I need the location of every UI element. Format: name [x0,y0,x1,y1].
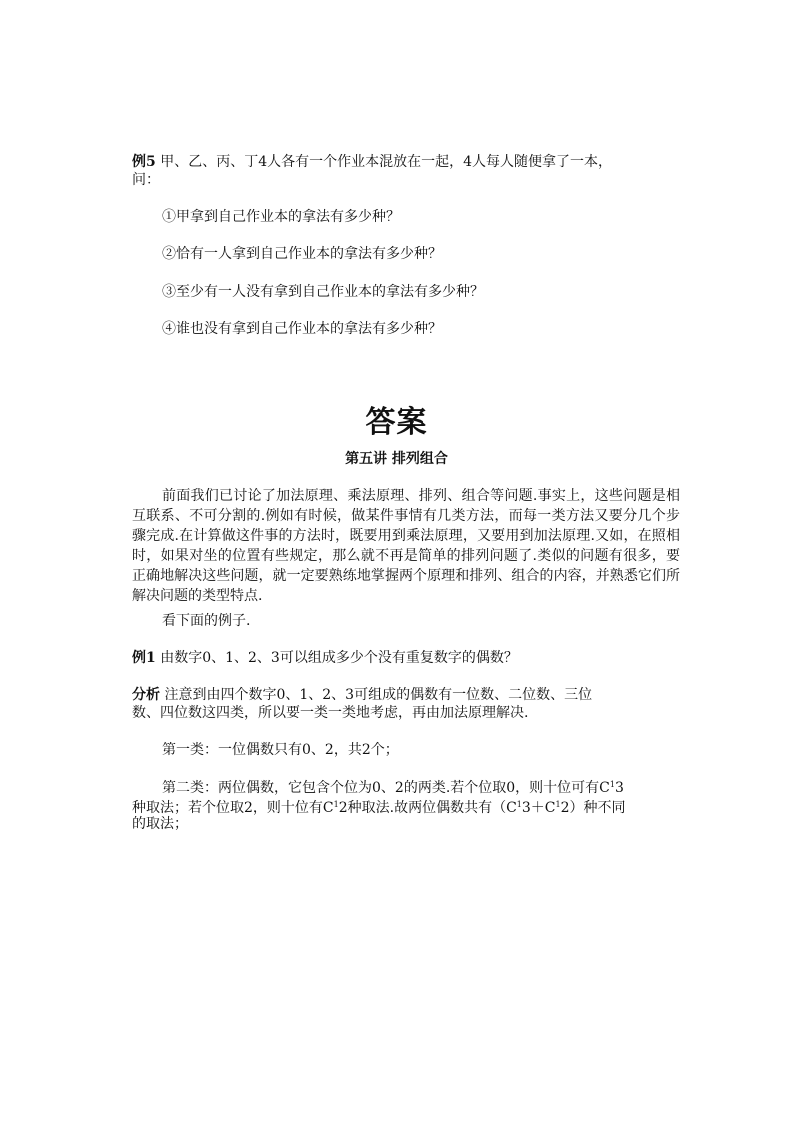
class2-text-e: 3＋C [521,800,556,816]
class2-text-b: 3 [614,780,624,796]
lecture-subtitle: 第五讲 排列组合 [345,451,448,467]
class2-text-d: 2种取法.故两位偶数共有（C [338,800,517,816]
answer-title: 答案 [365,405,428,440]
class2-text-c: 种取法；若个位取2，则十位有C [132,800,334,816]
analysis-text: 注意到由四个数字0、1、2、3可组成的偶数有一位数、二位数、三位 [160,687,593,703]
see-below-text: 看下面的例子. [162,613,251,629]
class2-line2 [132,796,626,817]
class2-text-a: 第二类：两位偶数，它包含个位为0、2的两类.若个位取0，则十位可有C [162,780,610,796]
example5-text: 甲、乙、丙、丁4人各有一个作业本混放在一起，4人每人随便拿了一本， [155,154,613,170]
class2-line3: 的取法； [132,816,188,832]
analysis-line1 [132,686,592,704]
question-4: ④谁也没有拿到自己作业本的拿法有多少种？ [162,321,442,337]
question-3: ③至少有一人没有拿到自己作业本的拿法有多少种？ [162,284,484,300]
example1-line [132,649,518,667]
example1-label: 例1 [132,650,156,666]
comb-superscript: 1 [516,800,522,809]
analysis-line2: 数、四位数这四类，所以要一类一类地考虑，再由加法原理解决. [132,705,529,721]
example5-line2: 问： [132,172,160,188]
analysis-label: 分析 [132,687,160,703]
intro-paragraph: 前面我们已讨论了加法原理、乘法原理、排列、组合等问题.事实上，这些问题是相互联系、不可分割的.例如有时候，做某件事情有几类方法，而每一类方法又要分几个步骤完成.在计算做这件事的方法时，既要用到乘法原理，又要用到加法原理.又如，在照相时，如果对坐的位置有些规定，那么就不再是简单的排列问题了.类似的问题有很多，要正确地解决这些问题，就一定要熟练地掌握两个原理和排列、组合的内容，并熟悉它们所解决问题的类型特点. [132,488,680,604]
example5-line1 [132,153,612,171]
class1-text: 第一类：一位偶数只有0、2，共2个； [162,742,399,758]
example1-text: 由数字0、1、2、3可以组成多少个没有重复数字的偶数？ [155,650,518,666]
question-1: ①甲拿到自己作业本的拿法有多少种？ [162,209,400,225]
class2-line1 [162,776,624,797]
example5-label: 例5 [132,154,156,170]
class2-text-f: 2）种不同 [560,800,626,816]
comb-superscript: 1 [609,780,615,789]
comb-superscript: 1 [333,800,339,809]
question-2: ②恰有一人拿到自己作业本的拿法有多少种？ [162,246,442,262]
comb-superscript: 1 [555,800,561,809]
